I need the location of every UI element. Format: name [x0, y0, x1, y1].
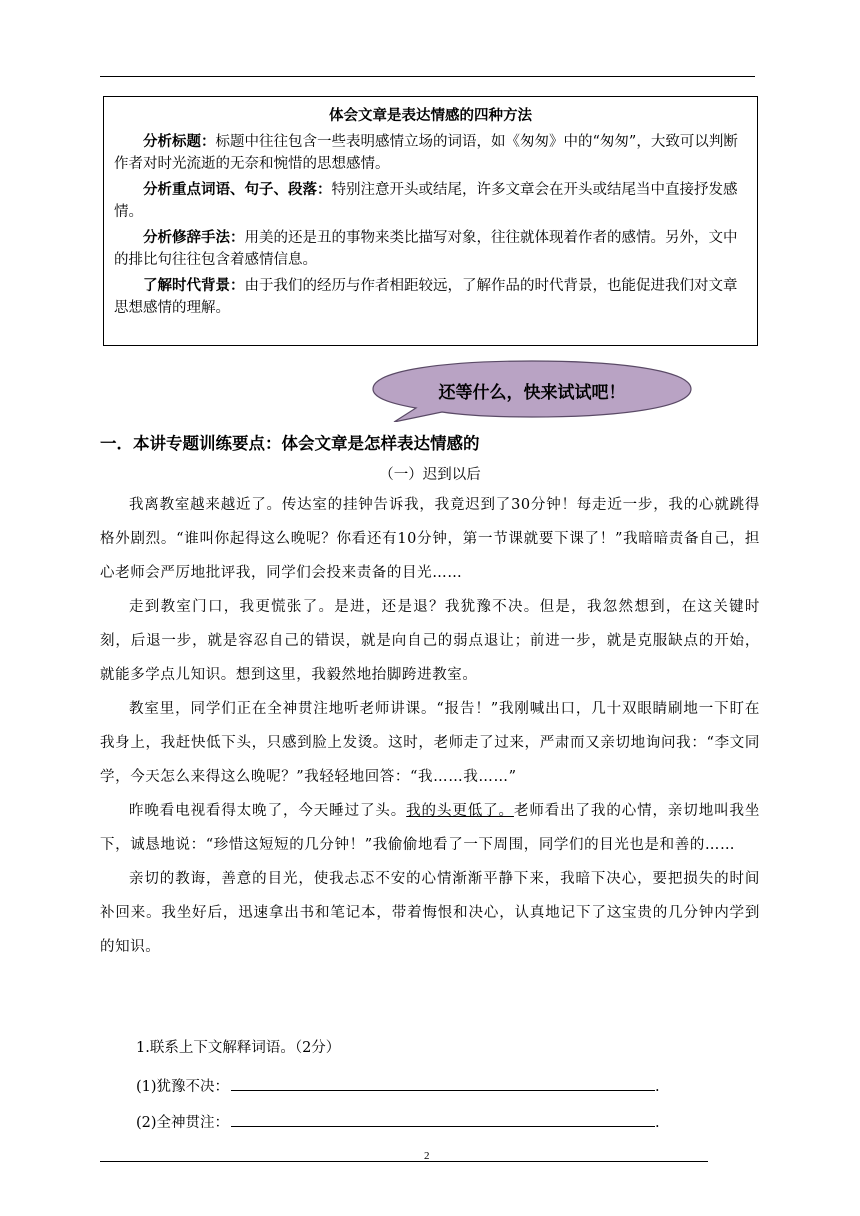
- page-number: 2: [424, 1150, 430, 1162]
- tip-box-title: 体会文章是表达情感的四种方法: [329, 107, 532, 124]
- paragraph: 教室里，同学们正在全神贯注地听老师讲课。“报告！”我刚喊出口，几十双眼睛刷地一下盯在我身上，我赶快低下头，只感到脸上发烫。这时，老师走了过来，严肃而又亲切地询问我：“李文同学，今天怎么来得这么晚呢？”我轻轻地回答：“我……我……”: [100, 701, 760, 785]
- answer-blank[interactable]: [231, 1110, 655, 1127]
- paragraph: [100, 794, 760, 862]
- tip-item-label: 分析修辞手法：: [143, 229, 245, 246]
- answer-blank[interactable]: [231, 1074, 655, 1091]
- paragraph-text: 昨晚看电视看得太晚了，今天睡过了头。: [129, 803, 407, 819]
- tip-item-text: 特别注意开头或结尾，许多文章会在开头或结尾当中直接抒发感情。: [114, 182, 738, 220]
- blank-end-mark: .: [655, 1115, 660, 1131]
- question-label: (1)犹豫不决：: [136, 1079, 230, 1095]
- tip-item: [114, 275, 747, 319]
- underlined-sentence: 我的头更低了。: [406, 803, 514, 819]
- footer-rule: [100, 1161, 708, 1162]
- paragraph: 亲切的教诲，善意的目光，使我忐忑不安的心情渐渐平静下来，我暗下决心，要把损失的时间补回来。我坐好后，迅速拿出书和笔记本，带着悔恨和决心，认真地记下了这宝贵的几分钟内学到的知识。: [100, 871, 760, 955]
- article-body: [100, 488, 760, 964]
- question-item: [136, 1074, 660, 1096]
- tip-box: [103, 96, 758, 346]
- paragraph-text: 老师看出了我的心情，亲切地叫我坐下，诚恳地说：“珍惜这短短的几分钟！”我偷偷地看了一下周围，同学们的目光也是和善的……: [100, 803, 760, 853]
- blank-end-mark: .: [655, 1079, 660, 1095]
- tip-item-text: 由于我们的经历与作者相距较远，了解作品的时代背景，也能促进我们对文章思想感情的理解。: [114, 278, 738, 316]
- speech-bubble-text: 还等什么，快来试试吧！: [438, 382, 626, 403]
- header-rule: [100, 76, 755, 77]
- tip-item-label: 分析标题：: [143, 133, 216, 150]
- tip-item: [114, 227, 747, 271]
- question-label: (2)全神贯注：: [136, 1115, 230, 1131]
- question-prompt: 1.联系上下文解释词语。（2分）: [136, 1040, 341, 1056]
- tip-item-label: 了解时代背景：: [143, 277, 245, 294]
- question-item: [136, 1110, 660, 1132]
- tip-item: [114, 131, 747, 175]
- paragraph: 我离教室越来越近了。传达室的挂钟告诉我，我竟迟到了30分钟！每走近一步，我的心就跳得格外剧烈。“谁叫你起得这么晚呢？你看还有10分钟，第一节课就要下课了！”我暗暗责备自己，担心老师会严厉地批评我，同学们会投来责备的目光……: [100, 497, 760, 581]
- tip-item: [114, 179, 747, 223]
- tip-item-text: 标题中往往包含一些表明感情立场的词语，如《匆匆》中的“匆匆”，大致可以判断作者对时光流逝的无奈和惋惜的思想感情。: [114, 134, 738, 172]
- tip-item-label: 分析重点词语、句子、段落：: [143, 181, 332, 198]
- tip-item-text: 用美的还是丑的事物来类比描写对象，往往就体现着作者的感情。另外，文中的排比句往往包含着感情信息。: [114, 230, 738, 268]
- article-title: （一）迟到以后: [379, 467, 481, 483]
- section-heading: 一．本讲专题训练要点：体会文章是怎样表达情感的: [100, 434, 480, 453]
- paragraph: 走到教室门口，我更慌张了。是进，还是退？我犹豫不决。但是，我忽然想到，在这关键时刻，后退一步，就是容忍自己的错误，就是向自己的弱点退让；前进一步，就是克服缺点的开始，就能多学点儿知识。想到这里，我毅然地抬脚跨进教室。: [100, 599, 760, 683]
